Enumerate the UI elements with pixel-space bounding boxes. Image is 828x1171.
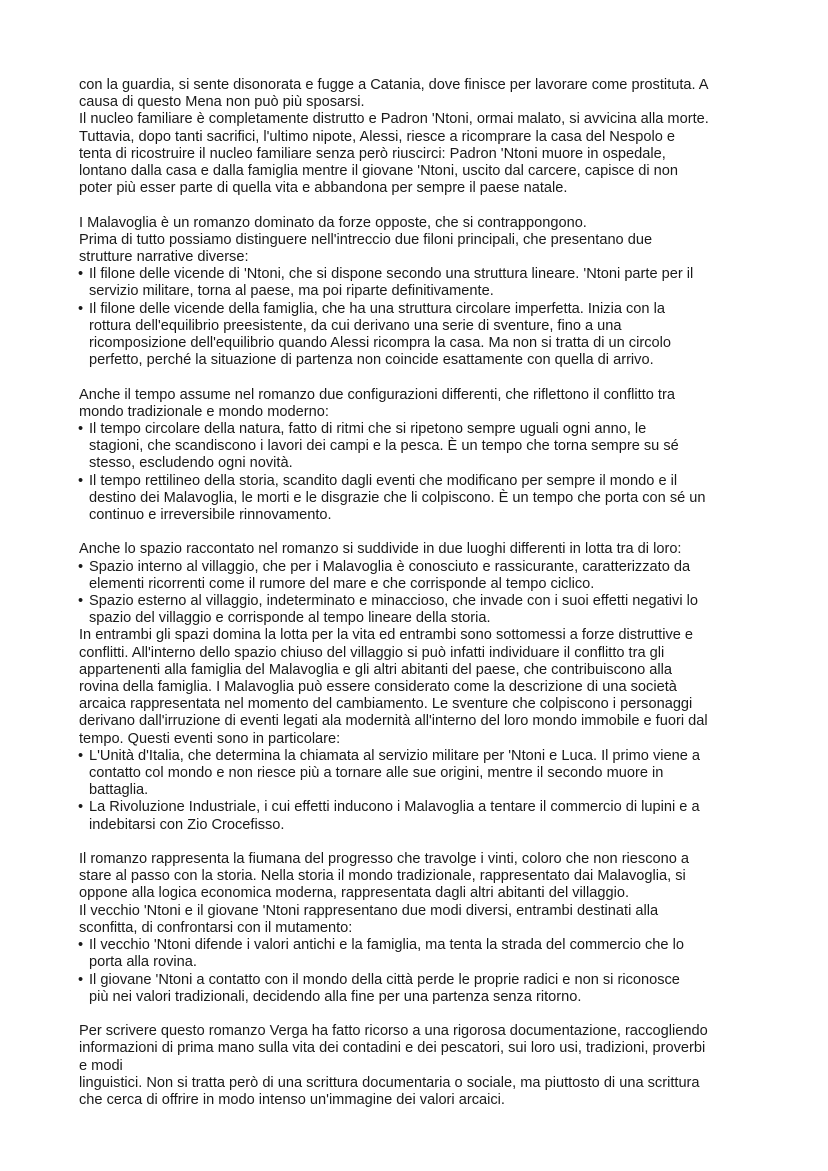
paragraph-spacer (79, 1006, 754, 1023)
bullet-icon: • (78, 937, 84, 954)
text-line: elementi ricorrenti come il rumore del mare e che corrisponde al tempo ciclico. (89, 575, 595, 592)
text-line: più nei valori tradizionali, decidendo alla fine per una partenza senza ritorno. (89, 988, 582, 1005)
bullet-icon: • (78, 558, 84, 575)
bullet-icon: • (78, 421, 84, 438)
text-line: rovina della famiglia. I Malavoglia può essere considerato come la descrizione di una società (79, 679, 677, 696)
text-line: L'Unità d'Italia, che determina la chiamata al servizio militare per 'Ntoni e Luca. Il primo viene a (89, 747, 701, 764)
text-line: porta alla rovina. (89, 954, 197, 971)
text-line: Il romanzo rappresenta la fiumana del progresso che travolge i vinti, coloro che non riescono a (79, 851, 690, 868)
text-line: perfetto, perché la situazione di partenza non coincide esattamente con quella di arrivo. (89, 352, 654, 369)
text-line: conflitti. All'interno dello spazio chiuso del villaggio si può infatti individuare il conflitto tra gli (79, 644, 665, 661)
bullet-item (79, 972, 754, 1006)
paragraph-spacer (79, 197, 754, 214)
text-line: Tuttavia, dopo tanti sacrifici, l'ultimo nipote, Alessi, riesce a ricomprare la casa del Nespolo e (79, 128, 675, 145)
bullet-icon: • (78, 747, 84, 764)
text-line: con la guardia, si sente disonorata e fugge a Catania, dove finisce per lavorare come prostituta. A (79, 77, 709, 93)
text-line: causa di questo Mena non può più sposarsi. (79, 94, 365, 111)
text-line: sconfitta, di confrontarsi con il mutamento: (79, 919, 353, 936)
bullet-item (79, 421, 754, 473)
text-line: strutture narrative diverse: (79, 249, 249, 266)
paragraph (79, 77, 754, 197)
text-line: Per scrivere questo romanzo Verga ha fatto ricorso a una rigorosa documentazione, raccogliendo (79, 1023, 708, 1040)
text-line: destino dei Malavoglia, le morti e le disgrazie che li colpiscono. È un tempo che porta con sé un (89, 489, 706, 506)
paragraph (79, 387, 754, 421)
bullet-icon: • (78, 593, 84, 610)
text-line: Il filone delle vicende della famiglia, che ha una struttura circolare imperfetta. Inizia con la (89, 300, 665, 317)
paragraph (79, 541, 754, 558)
text-line: Anche lo spazio raccontato nel romanzo si suddivide in due luoghi differenti in lotta tra di loro: (79, 541, 682, 558)
text-line: Il tempo circolare della natura, fatto di ritmi che si ripetono sempre uguali ogni anno, le (89, 421, 647, 438)
bullet-item (79, 799, 754, 833)
text-line: stagioni, che scandiscono i lavori dei campi e la pesca. È un tempo che torna sempre su sé (89, 438, 679, 455)
text-line: che cerca di offrire in modo intenso un'immagine dei valori arcaici. (79, 1091, 505, 1108)
text-line: Spazio interno al villaggio, che per i Malavoglia è conosciuto e rassicurante, caratterizzato da (89, 558, 691, 575)
text-line: ricomposizione dell'equilibrio quando Alessi ricompra la casa. Ma non si tratta di un circolo (89, 335, 671, 352)
text-line: I Malavoglia è un romanzo dominato da forze opposte, che si contrappongono. (79, 214, 587, 231)
bullet-item (79, 937, 754, 971)
bullet-item (79, 301, 754, 370)
text-line: Il vecchio 'Ntoni e il giovane 'Ntoni rappresentano due modi diversi, entrambi destinati alla (79, 902, 659, 919)
paragraph-spacer (79, 834, 754, 851)
text-line: rottura dell'equilibrio preesistente, da cui derivano una serie di sventure, fino a una (89, 317, 622, 334)
text-line: arcaica rappresentata nel momento del cambiamento. Le sventure che colpiscono i personaggi (79, 696, 693, 713)
paragraph (79, 215, 754, 267)
text-line: continuo e irreversibile rinnovamento. (89, 507, 332, 524)
bullet-item (79, 593, 754, 627)
paragraph-spacer (79, 369, 754, 386)
text-line: stare al passo con la storia. Nella storia il mondo tradizionale, rappresentato dai Malavoglia, si (79, 868, 686, 885)
bullet-item (79, 266, 754, 300)
text-line: tenta di ricostruire il nucleo familiare senza però riuscirci: Padron 'Ntoni muore in ospedale, (79, 145, 666, 162)
text-line: oppone alla logica economica moderna, rappresentata dagli altri abitanti del villaggio. (79, 885, 630, 902)
document-page (79, 77, 754, 1109)
text-line: Il vecchio 'Ntoni difende i valori antichi e la famiglia, ma tenta la strada del commercio che lo (89, 937, 684, 954)
text-line: Il giovane 'Ntoni a contatto con il mondo della città perde le proprie radici e non si riconosce (89, 971, 680, 988)
text-line: e modi (79, 1057, 123, 1074)
bullet-icon: • (78, 266, 84, 283)
paragraph (79, 1023, 754, 1109)
text-line: contatto col mondo e non riesce più a tornare alle sue origini, mentre il secondo muore in (89, 765, 664, 782)
text-line: spazio del villaggio e corrisponde al tempo lineare della storia. (89, 610, 491, 627)
bullet-icon: • (78, 300, 84, 317)
text-line: Il nucleo familiare è completamente distrutto e Padron 'Ntoni, ormai malato, si avvicina alla morte. (79, 111, 709, 128)
text-line: Prima di tutto possiamo distinguere nell'intreccio due filoni principali, che presentano due (79, 231, 653, 248)
bullet-icon: • (78, 971, 84, 988)
text-line: Il filone delle vicende di 'Ntoni, che si dispone secondo una struttura lineare. 'Ntoni parte per il (89, 266, 694, 283)
text-line: mondo tradizionale e mondo moderno: (79, 403, 329, 420)
text-line: La Rivoluzione Industriale, i cui effetti inducono i Malavoglia a tentare il commercio di lupini e a (89, 799, 700, 816)
text-line: servizio militare, torna al paese, ma poi riparte definitivamente. (89, 283, 494, 300)
paragraph-spacer (79, 524, 754, 541)
bullet-item (79, 748, 754, 800)
text-line: poter più esser parte di quella vita e abbandona per sempre il paese natale. (79, 180, 568, 197)
text-line: Anche il tempo assume nel romanzo due configurazioni differenti, che riflettono il conflitto tra (79, 386, 675, 403)
text-line: In entrambi gli spazi domina la lotta per la vita ed entrambi sono sottomessi a forze distruttive e (79, 627, 694, 644)
bullet-icon: • (78, 799, 84, 816)
text-line: informazioni di prima mano sulla vita dei contadini e dei pescatori, sui loro usi, tradizioni, proverbi (79, 1040, 706, 1057)
text-line: derivano dall'irruzione di eventi legati ala modernità all'interno del loro mondo immobile e fuori dal (79, 713, 708, 730)
bullet-item (79, 559, 754, 593)
text-line: lontano dalla casa e dalla famiglia mentre il giovane 'Ntoni, uscito dal carcere, capisce di non (79, 163, 679, 180)
text-line: Spazio esterno al villaggio, indeterminato e minaccioso, che invade con i suoi effetti negativi lo (89, 593, 698, 610)
text-line: stesso, escludendo ogni novità. (89, 455, 293, 472)
text-line: battaglia. (89, 782, 149, 799)
paragraph (79, 627, 754, 747)
text-line: tempo. Questi eventi sono in particolare: (79, 730, 341, 747)
bullet-item (79, 473, 754, 525)
text-line: Il tempo rettilineo della storia, scandito dagli eventi che modificano per sempre il mondo e il (89, 472, 678, 489)
text-line: appartenenti alla famiglia del Malavoglia e gli altri abitanti del paese, che contribuiscono alla (79, 661, 673, 678)
text-line: indebitarsi con Zio Crocefisso. (89, 816, 285, 833)
bullet-icon: • (78, 472, 84, 489)
text-line: linguistici. Non si tratta però di una scrittura documentaria o sociale, ma piuttosto di una scrittura (79, 1074, 700, 1091)
paragraph (79, 851, 754, 937)
